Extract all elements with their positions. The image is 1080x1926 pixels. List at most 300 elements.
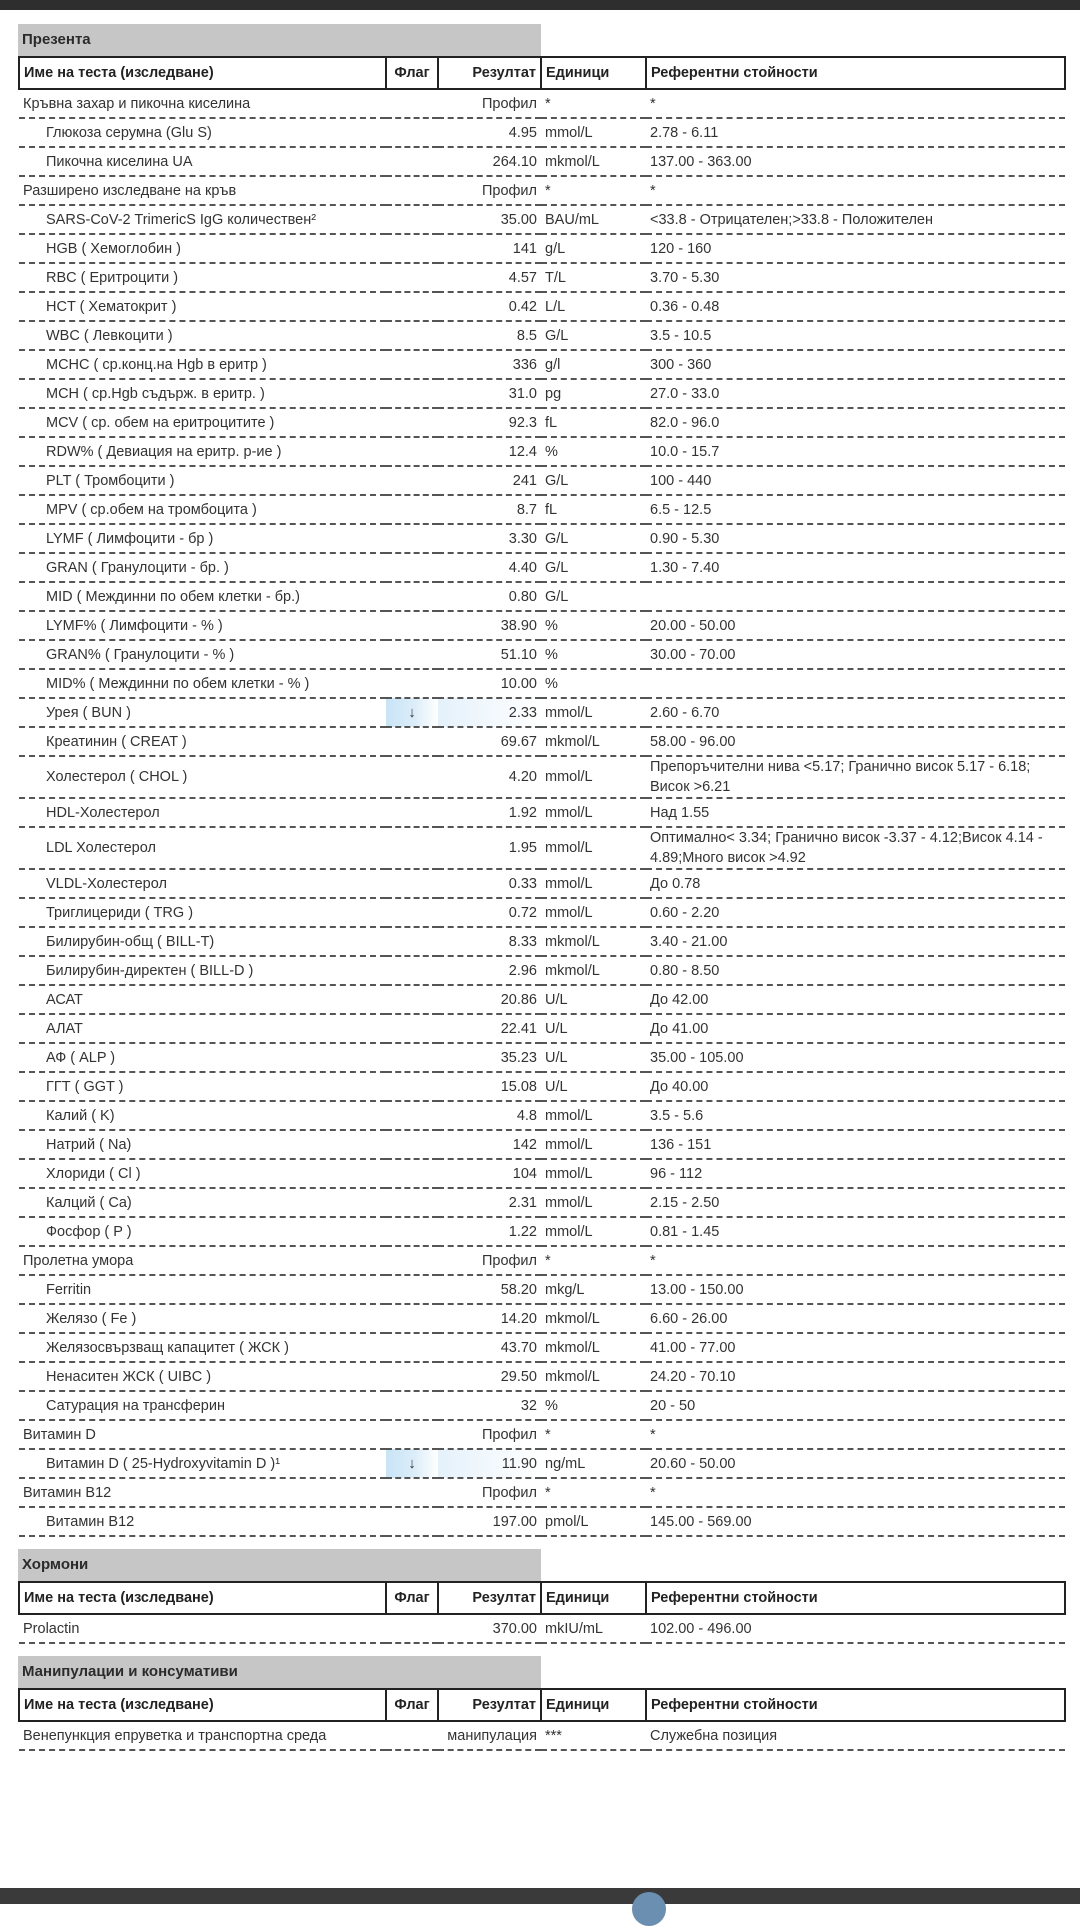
result-value: 3.30 [438,524,541,553]
table-row [19,292,1065,321]
flag-cell [386,1275,438,1304]
table-row [19,1072,1065,1101]
test-name: MCHC ( ср.конц.на Hgb в еритр ) [19,350,386,379]
test-name: Калций ( Ca) [19,1188,386,1217]
flag-cell [386,1130,438,1159]
units-value: mmol/L [541,756,646,798]
column-header-flag: Флаг [386,1689,438,1721]
test-name: MPV ( ср.обем на тромбоцита ) [19,495,386,524]
table-row [19,466,1065,495]
units-value: fL [541,408,646,437]
test-name: АЛАТ [19,1014,386,1043]
column-header-units: Единици [541,57,646,89]
result-value: 264.10 [438,147,541,176]
reference-range: 120 - 160 [646,234,1065,263]
test-name: HGB ( Хемоглобин ) [19,234,386,263]
table-row [19,640,1065,669]
units-value: G/L [541,582,646,611]
reference-range: * [646,176,1065,205]
units-value: G/L [541,466,646,495]
units-value: mkmol/L [541,1304,646,1333]
reference-range: 20.60 - 50.00 [646,1449,1065,1478]
flag-cell [386,898,438,927]
table-row [19,898,1065,927]
flag-cell [386,669,438,698]
flag-cell [386,89,438,118]
test-name: SARS-CoV-2 TrimericS IgG количествен² [19,205,386,234]
table-header-row [19,1582,1065,1614]
table-row [19,727,1065,756]
reference-range: 2.15 - 2.50 [646,1188,1065,1217]
column-header-name: Име на теста (изследване) [19,1582,386,1614]
result-value: 51.10 [438,640,541,669]
units-value: mmol/L [541,1188,646,1217]
result-value: 4.40 [438,553,541,582]
result-value: 1.22 [438,1217,541,1246]
table-row [19,1014,1065,1043]
table-row [19,1217,1065,1246]
test-name: Венепункция епруветка и транспортна среда [19,1721,386,1750]
result-value: 4.20 [438,756,541,798]
reference-range: 20.00 - 50.00 [646,611,1065,640]
test-name: Витамин D ( 25-Hydroxyvitamin D )¹ [19,1449,386,1478]
reference-range: 0.90 - 5.30 [646,524,1065,553]
result-value: Профил [438,1478,541,1507]
result-value: 0.33 [438,869,541,898]
column-header-result: Резултат [438,1689,541,1721]
units-value: * [541,1478,646,1507]
reference-range: 100 - 440 [646,466,1065,495]
test-name: LDL Холестерол [19,827,386,869]
column-header-flag: Флаг [386,57,438,89]
test-name: Ferritin [19,1275,386,1304]
reference-range: 27.0 - 33.0 [646,379,1065,408]
result-value: 12.4 [438,437,541,466]
units-value: mkg/L [541,1275,646,1304]
flag-cell [386,1478,438,1507]
reference-range: 0.81 - 1.45 [646,1217,1065,1246]
test-name: MCV ( ср. обем на еритроцитите ) [19,408,386,437]
test-name: RBC ( Еритроцити ) [19,263,386,292]
units-value: % [541,640,646,669]
units-value: % [541,437,646,466]
test-name: RDW% ( Девиация на еритр. р-ие ) [19,437,386,466]
flag-cell [386,1721,438,1750]
flag-cell [386,263,438,292]
units-value: G/L [541,524,646,553]
flag-cell [386,1246,438,1275]
test-name: Натрий ( Na) [19,1130,386,1159]
units-value: g/L [541,234,646,263]
result-value: 1.95 [438,827,541,869]
flag-cell [386,1217,438,1246]
units-value: fL [541,495,646,524]
table-row [19,1275,1065,1304]
test-name: Кръвна захар и пикочна киселина [19,89,386,118]
reference-range: До 40.00 [646,1072,1065,1101]
result-value: 35.23 [438,1043,541,1072]
result-value: 43.70 [438,1333,541,1362]
table-row [19,611,1065,640]
table-row [19,1043,1065,1072]
profile-row [19,1614,1065,1643]
column-header-units: Единици [541,1689,646,1721]
result-value: 8.33 [438,927,541,956]
table-row [19,869,1065,898]
table-row [19,408,1065,437]
table-row [19,495,1065,524]
column-header-reference: Референтни стойности [646,1582,1065,1614]
test-name: Калий ( K) [19,1101,386,1130]
reference-range: 137.00 - 363.00 [646,147,1065,176]
test-name: АФ ( ALP ) [19,1043,386,1072]
reference-range: 3.5 - 10.5 [646,321,1065,350]
flag-cell [386,1420,438,1449]
result-value: 0.72 [438,898,541,927]
reference-range: 0.60 - 2.20 [646,898,1065,927]
test-name: Ненаситен ЖСК ( UIBC ) [19,1362,386,1391]
reference-range [646,582,1065,611]
section-title: Презента [18,24,541,56]
table-row [19,350,1065,379]
table-row [19,147,1065,176]
units-value: mkmol/L [541,1333,646,1362]
result-value: 4.8 [438,1101,541,1130]
result-value: 241 [438,466,541,495]
table-row [19,1130,1065,1159]
units-value: mmol/L [541,1130,646,1159]
test-name: Витамин B12 [19,1507,386,1536]
test-name: АСАТ [19,985,386,1014]
result-value: 0.80 [438,582,541,611]
reference-range: Оптимално< 3.34; Гранично висок -3.37 - 4.12;Висок 4.14 - 4.89;Много висок >4.92 [646,827,1065,869]
reference-range: 300 - 360 [646,350,1065,379]
flag-cell [386,292,438,321]
units-value: % [541,669,646,698]
units-value: mmol/L [541,1217,646,1246]
units-value: T/L [541,263,646,292]
result-value: Профил [438,1420,541,1449]
flag-cell [386,1014,438,1043]
table-row [19,379,1065,408]
units-value: mkmol/L [541,927,646,956]
test-name: HDL-Холестерол [19,798,386,827]
reference-range: * [646,1420,1065,1449]
column-header-reference: Референтни стойности [646,1689,1065,1721]
flag-cell [386,1101,438,1130]
table-row [19,1507,1065,1536]
units-value: mkmol/L [541,1362,646,1391]
reference-range: 0.80 - 8.50 [646,956,1065,985]
flag-cell [386,118,438,147]
reference-range: 35.00 - 105.00 [646,1043,1065,1072]
table-row [19,1188,1065,1217]
table-row [19,1101,1065,1130]
profile-row [19,1246,1065,1275]
test-name: Пикочна киселина UA [19,147,386,176]
test-name: Prolactin [19,1614,386,1643]
result-value: 35.00 [438,205,541,234]
test-name: HCT ( Хематокрит ) [19,292,386,321]
test-name: LYMF ( Лимфоцити - бр ) [19,524,386,553]
section-title: Манипулации и консумативи [18,1656,541,1688]
flag-cell [386,611,438,640]
column-header-flag: Флаг [386,1582,438,1614]
units-value: mkmol/L [541,956,646,985]
reference-range: До 42.00 [646,985,1065,1014]
table-row [19,927,1065,956]
profile-row [19,176,1065,205]
flag-cell [386,798,438,827]
units-value: % [541,1391,646,1420]
units-value: U/L [541,1014,646,1043]
result-value: 15.08 [438,1072,541,1101]
scroll-indicator [632,1892,666,1926]
result-value: 142 [438,1130,541,1159]
table-header-row [19,1689,1065,1721]
flag-cell [386,1072,438,1101]
units-value: g/l [541,350,646,379]
flag-cell [386,1333,438,1362]
test-name: Билирубин-общ ( BILL-T) [19,927,386,956]
table-header-row [19,57,1065,89]
units-value: G/L [541,321,646,350]
units-value: mkmol/L [541,147,646,176]
units-value: * [541,1246,646,1275]
column-header-name: Име на теста (изследване) [19,57,386,89]
result-value: 2.31 [438,1188,541,1217]
reference-range: 2.60 - 6.70 [646,698,1065,727]
reference-range: * [646,1478,1065,1507]
table-row [19,118,1065,147]
flag-cell [386,1304,438,1333]
flag-cell [386,321,438,350]
result-value: 141 [438,234,541,263]
units-value: mmol/L [541,1101,646,1130]
low-flag-arrow-icon: ↓ [386,1449,438,1478]
reference-range: 13.00 - 150.00 [646,1275,1065,1304]
reference-range: Служебна позиция [646,1721,1065,1750]
table-row [19,1159,1065,1188]
reference-range: 41.00 - 77.00 [646,1333,1065,1362]
profile-row [19,1721,1065,1750]
result-value: 11.90 [438,1449,541,1478]
units-value: L/L [541,292,646,321]
flag-cell [386,205,438,234]
low-flag-arrow-icon: ↓ [386,698,438,727]
reference-range: 6.60 - 26.00 [646,1304,1065,1333]
result-value: 22.41 [438,1014,541,1043]
reference-range: 20 - 50 [646,1391,1065,1420]
lab-results-document [18,24,1064,1751]
units-value: * [541,176,646,205]
units-value: mmol/L [541,118,646,147]
test-name: ГГТ ( GGT ) [19,1072,386,1101]
units-value: U/L [541,1043,646,1072]
flag-cell [386,756,438,798]
table-row [19,827,1065,869]
units-value: * [541,1420,646,1449]
result-value: 370.00 [438,1614,541,1643]
flag-cell [386,727,438,756]
table-row [19,553,1065,582]
column-header-result: Резултат [438,1582,541,1614]
table-row [19,321,1065,350]
reference-range [646,669,1065,698]
test-name: Желязо ( Fe ) [19,1304,386,1333]
units-value: mmol/L [541,698,646,727]
result-value: 104 [438,1159,541,1188]
units-value: ng/mL [541,1449,646,1478]
result-value: 336 [438,350,541,379]
reference-range: 3.70 - 5.30 [646,263,1065,292]
test-name: Разширено изследване на кръв [19,176,386,205]
flag-cell [386,1614,438,1643]
table-row [19,582,1065,611]
units-value: mmol/L [541,798,646,827]
flag-cell [386,640,438,669]
result-value: 197.00 [438,1507,541,1536]
test-name: MID ( Междинни по обем клетки - бр.) [19,582,386,611]
column-header-name: Име на теста (изследване) [19,1689,386,1721]
test-name: Витамин D [19,1420,386,1449]
test-name: Глюкоза серумна (Glu S) [19,118,386,147]
table-row [19,985,1065,1014]
result-value: 4.95 [438,118,541,147]
test-name: Урея ( BUN ) [19,698,386,727]
test-name: Холестерол ( CHOL ) [19,756,386,798]
results-table [18,56,1066,1537]
flag-cell [386,437,438,466]
flag-cell [386,956,438,985]
reference-range: 58.00 - 96.00 [646,727,1065,756]
reference-range: 0.36 - 0.48 [646,292,1065,321]
reference-range: 2.78 - 6.11 [646,118,1065,147]
result-value: Профил [438,1246,541,1275]
profile-row [19,1420,1065,1449]
section-title: Хормони [18,1549,541,1581]
units-value: mmol/L [541,1159,646,1188]
reference-range: * [646,1246,1065,1275]
table-row [19,263,1065,292]
flag-cell [386,1391,438,1420]
units-value: mkIU/mL [541,1614,646,1643]
test-name: WBC ( Левкоцити ) [19,321,386,350]
test-name: PLT ( Тромбоцити ) [19,466,386,495]
units-value: mmol/L [541,898,646,927]
units-value: *** [541,1721,646,1750]
table-row [19,1449,1065,1478]
result-value: 8.7 [438,495,541,524]
result-value: 92.3 [438,408,541,437]
table-row [19,1362,1065,1391]
result-value: 38.90 [438,611,541,640]
test-name: Фосфор ( P ) [19,1217,386,1246]
units-value: pg [541,379,646,408]
flag-cell [386,869,438,898]
result-value: 8.5 [438,321,541,350]
result-value: 29.50 [438,1362,541,1391]
test-name: Сатурация на трансферин [19,1391,386,1420]
result-value: манипулация [438,1721,541,1750]
units-value: * [541,89,646,118]
reference-range: 136 - 151 [646,1130,1065,1159]
units-value: pmol/L [541,1507,646,1536]
test-name: GRAN ( Гранулоцити - бр. ) [19,553,386,582]
flag-cell [386,927,438,956]
result-value: 0.42 [438,292,541,321]
reference-range: До 41.00 [646,1014,1065,1043]
test-name: LYMF% ( Лимфоцити - % ) [19,611,386,640]
results-table [18,1688,1066,1751]
bottom-bar [0,1888,1080,1904]
result-value: 69.67 [438,727,541,756]
test-name: GRAN% ( Гранулоцити - % ) [19,640,386,669]
flag-cell [386,234,438,263]
result-value: 2.33 [438,698,541,727]
table-row [19,956,1065,985]
flag-cell [386,147,438,176]
result-value: 1.92 [438,798,541,827]
result-value: 31.0 [438,379,541,408]
reference-range: 82.0 - 96.0 [646,408,1065,437]
reference-range: До 0.78 [646,869,1065,898]
result-value: 4.57 [438,263,541,292]
flag-cell [386,1188,438,1217]
test-name: Билирубин-директен ( BILL-D ) [19,956,386,985]
table-row [19,756,1065,798]
table-row [19,1304,1065,1333]
reference-range: * [646,89,1065,118]
flag-cell [386,827,438,869]
flag-cell [386,350,438,379]
result-value: 32 [438,1391,541,1420]
flag-cell [386,495,438,524]
flag-cell [386,1362,438,1391]
reference-range: <33.8 - Отрицателен;>33.8 - Положителен [646,205,1065,234]
table-row [19,798,1065,827]
flag-cell [386,408,438,437]
units-value: G/L [541,553,646,582]
column-header-units: Единици [541,1582,646,1614]
units-value: mmol/L [541,827,646,869]
flag-cell [386,1159,438,1188]
profile-row [19,1478,1065,1507]
table-row [19,205,1065,234]
test-name: Желязосвързващ капацитет ( ЖСК ) [19,1333,386,1362]
reference-range: 30.00 - 70.00 [646,640,1065,669]
reference-range: 6.5 - 12.5 [646,495,1065,524]
flag-cell [386,553,438,582]
result-value: Профил [438,89,541,118]
flag-cell [386,466,438,495]
flag-cell [386,524,438,553]
reference-range: 96 - 112 [646,1159,1065,1188]
result-value: Профил [438,176,541,205]
table-row [19,524,1065,553]
flag-cell [386,1507,438,1536]
reference-range: 145.00 - 569.00 [646,1507,1065,1536]
flag-cell [386,1043,438,1072]
profile-row [19,89,1065,118]
units-value: U/L [541,1072,646,1101]
top-bar [0,0,1080,10]
reference-range: 10.0 - 15.7 [646,437,1065,466]
table-row [19,669,1065,698]
test-name: MCH ( ср.Hgb съдърж. в еритр. ) [19,379,386,408]
table-row [19,1333,1065,1362]
table-row [19,234,1065,263]
